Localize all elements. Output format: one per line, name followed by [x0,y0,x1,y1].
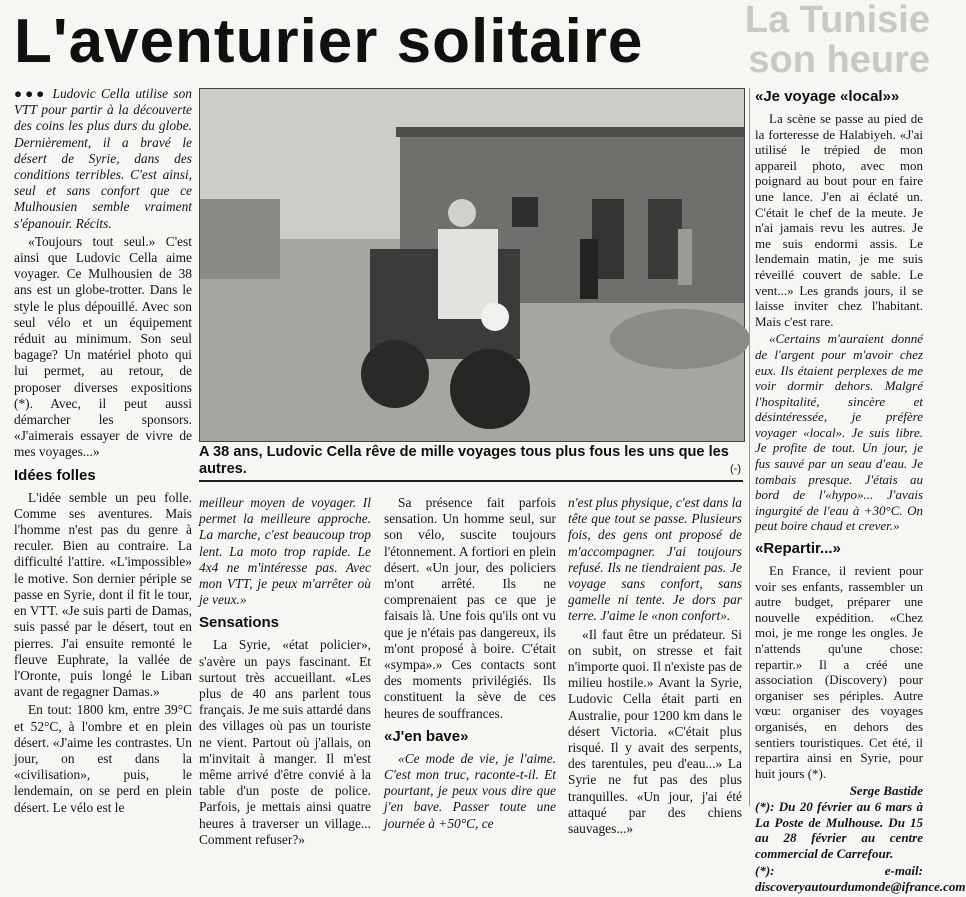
subheading-repartir: «Repartir...» [755,540,841,558]
col1-paragraph-3: En tout: 1800 km, entre 39°C et 52°C, à l'ombre et en plein désert. «J'aime les contrastes. Un jour, on est dans la «civilisation», puis, le lendemain, on se perd en plein désert. Le vélo est le [14,702,192,815]
col5-paragraph-1: La scène se passe au pied de la forteresse de Halabiyeh. «J'ai utilisé le trépied de mon appareil photo, avec mon poignard au bout pour en faire une lance. J'en ai éclaté un. C'était le chef de la meute. Je n'ai jamais revu les autres. Je me suis endormi assis. Le lendemain matin, je me suis réveillé couvert de sable. Le vent...» Les grands jours, il se laisse inviter chez l'habitant. Mais c'est rare. [755,111,923,329]
subheading-sensations: Sensations [199,614,280,632]
column-5 [755,88,966,897]
adjacent-article-bleed: La Tunisie son heure [744,0,930,81]
col3-paragraph-1: Sa présence fait parfois sensation. Un homme seul, sur son vélo, suscite toujours l'étonnement. A fortiori en plein désert. «Un jour, des policiers m'ont arrêté. Ils ne comprenaient pas ce que je faisais là. Une fois qu'ils ont vu que je n'étais pas dangereux, ils m'ont proposé à boire. C'était «sympa».» Ces contacts sont des moments privilégiés. Ils constituent la sève de ces heures de souffrances. [384,495,556,721]
col1-paragraph-1: «Toujours tout seul.» C'est ainsi que Ludovic Cella aime voyager. Ce Mulhousien de 38 ans est un globe-trotter. Dans le style le plus dépouillé. Avec son seul vélo et un équipement réduit au minimum. Son seul bagage? Un matériel photo qui lui permet, au retour, de proposer diverses expositions (*). Avec, il peut aussi démarcher les sponsors. «J'aimerais essayer de vivre de mes voyages...» [14,233,192,460]
column-1 [14,86,192,818]
subheading-idees-folles: Idées folles [14,466,96,484]
col1-paragraph-2: L'idée semble un peu folle. Comme ses aventures. Mais l'homme n'est pas du genre à reculer. Bien au contraire. La difficulté l'attire. «L'impossible» le motive. Son dernier périple se passe en Syrie, dont il fit le tour, en VTT. «Je suis parti de Damas, suis passé par le désert, tout en pierres. J'ai ensuite remonté le fleuve Euphrate, la vallée de l'Oronte, puis longé le Liban avant de regagner Damas.» [14,489,192,700]
col4-paragraph-2: «Il faut être un prédateur. Si on subit, on stresse et fait n'importe quoi. Il n'existe pas de milieu hostile.» Avant la Syrie, Ludovic Cella était parti en Australie, pour 1200 km dans le désert Victoria. «C'était plus risqué. Il y avait des serpents, des tarentules, peu d'eau...» La Syrie ne fut pas des plus tranquilles. «Un jour, j'ai été attaqué par des chiens sauvages...» [568,626,742,837]
col5-paragraph-2: «Certains m'auraient donné de l'argent pour m'avoir chez eux. Ils étaient perplexes de me voir dormir dehors. Malgré l'hospitalité, sincère et désintéressée, je préfère voyager «local». Je suis libre. Je profite de tout. Un jour, je fus sauvé par un seau d'eau. Je tombais presque. J'étais au bord de l'«hypo»... J'avais ingurgité de l'eau à +30°C. On peut boire chaud et crever.» [755,331,923,534]
column-divider [749,88,750,806]
subheading-jen-bave: «J'en bave» [384,727,469,745]
author-signature: Serge Bastide [849,783,923,799]
lead-text: Ludovic Cella utilise son VTT pour partir à la découverte des coins les plus durs du globe. Dernièrement, il a bravé le désert de Syrie, dans des conditions terribles. C'est ainsi, seul et sans confort que ce Mulhousien semble vraiment s'épanouir. Récits. [14,86,192,231]
column-2 [199,495,371,850]
col5-paragraph-3: En France, il revient pour voir ses enfants, rassembler un autre budget, préparer une nouvelle expédition. «Chez moi, je me ronge les ongles. Je n'attends qu'une chose: repartir.» Il a créé une association (Discovery) pour organiser ses périples. Autre vœu: organiser des voyages organisés, en dehors des sentiers touristiques. Cet été, il repartira ainsi en Syrie, pour huit jours (*). [755,563,923,781]
photo-credit: (-) [730,463,741,475]
footnote-email: (*): e-mail: discoveryautourdumonde@ifrance.com [755,863,966,894]
lead-paragraph [14,86,192,232]
footnote-exhibitions: (*): Du 20 février au 6 mars à La Poste de Mulhouse. Du 15 au 28 février au centre commercial de Carrefour. [755,798,923,861]
headline: L'aventurier solitaire [14,7,644,76]
column-4 [568,495,742,839]
col3-paragraph-2: «Ce mode de vie, je l'aime. C'est mon truc, raconte-t-il. Et pourtant, je peux vous dire que j'en bave. Passer toute une journée à +50°C, ce [384,750,556,831]
bullet-dots: ●●● [14,86,48,101]
subheading-je-voyage-local: «Je voyage «local»» [755,88,900,105]
col2-paragraph-2: La Syrie, «état policier», s'avère un pays fascinant. Et surtout très accueillant. «Les plus de 40 ans parlent tous français. Je me suis attardé dans des villages où pas un touriste ne vient. Partout où j'allais, on m'invitait à manger. Il m'est même arrivé d'être convié à la table d'un poste de police. Parfois, je mettais ainsi quatre heures à traverser un village... Comment refuser?» [199,637,371,847]
photo-caption: A 38 ans, Ludovic Cella rêve de mille voyages tous plus fous les uns que les autres. (-) [199,444,743,482]
col2-paragraph-1: meilleur moyen de voyager. Il permet la meilleure approche. La marche, c'est beaucoup trop lent. La moto trop rapide. Le 4x4 ne m'intéresse pas. Avec mon VTT, je peux m'arrêter où je veux.» [199,495,371,608]
column-3 [384,495,556,834]
col4-paragraph-1: n'est plus physique, c'est dans la tête que tout se passe. Plusieurs fois, des gens ont proposé de m'accompagner. J'ai toujours refusé. Ils ne tiendraient pas. Je voyage sans confort, sans gamelle ni tente. Je dors par terre. J'aime le «non confort». [568,495,742,624]
article-photo [199,88,745,442]
photo-illustration [200,89,744,441]
